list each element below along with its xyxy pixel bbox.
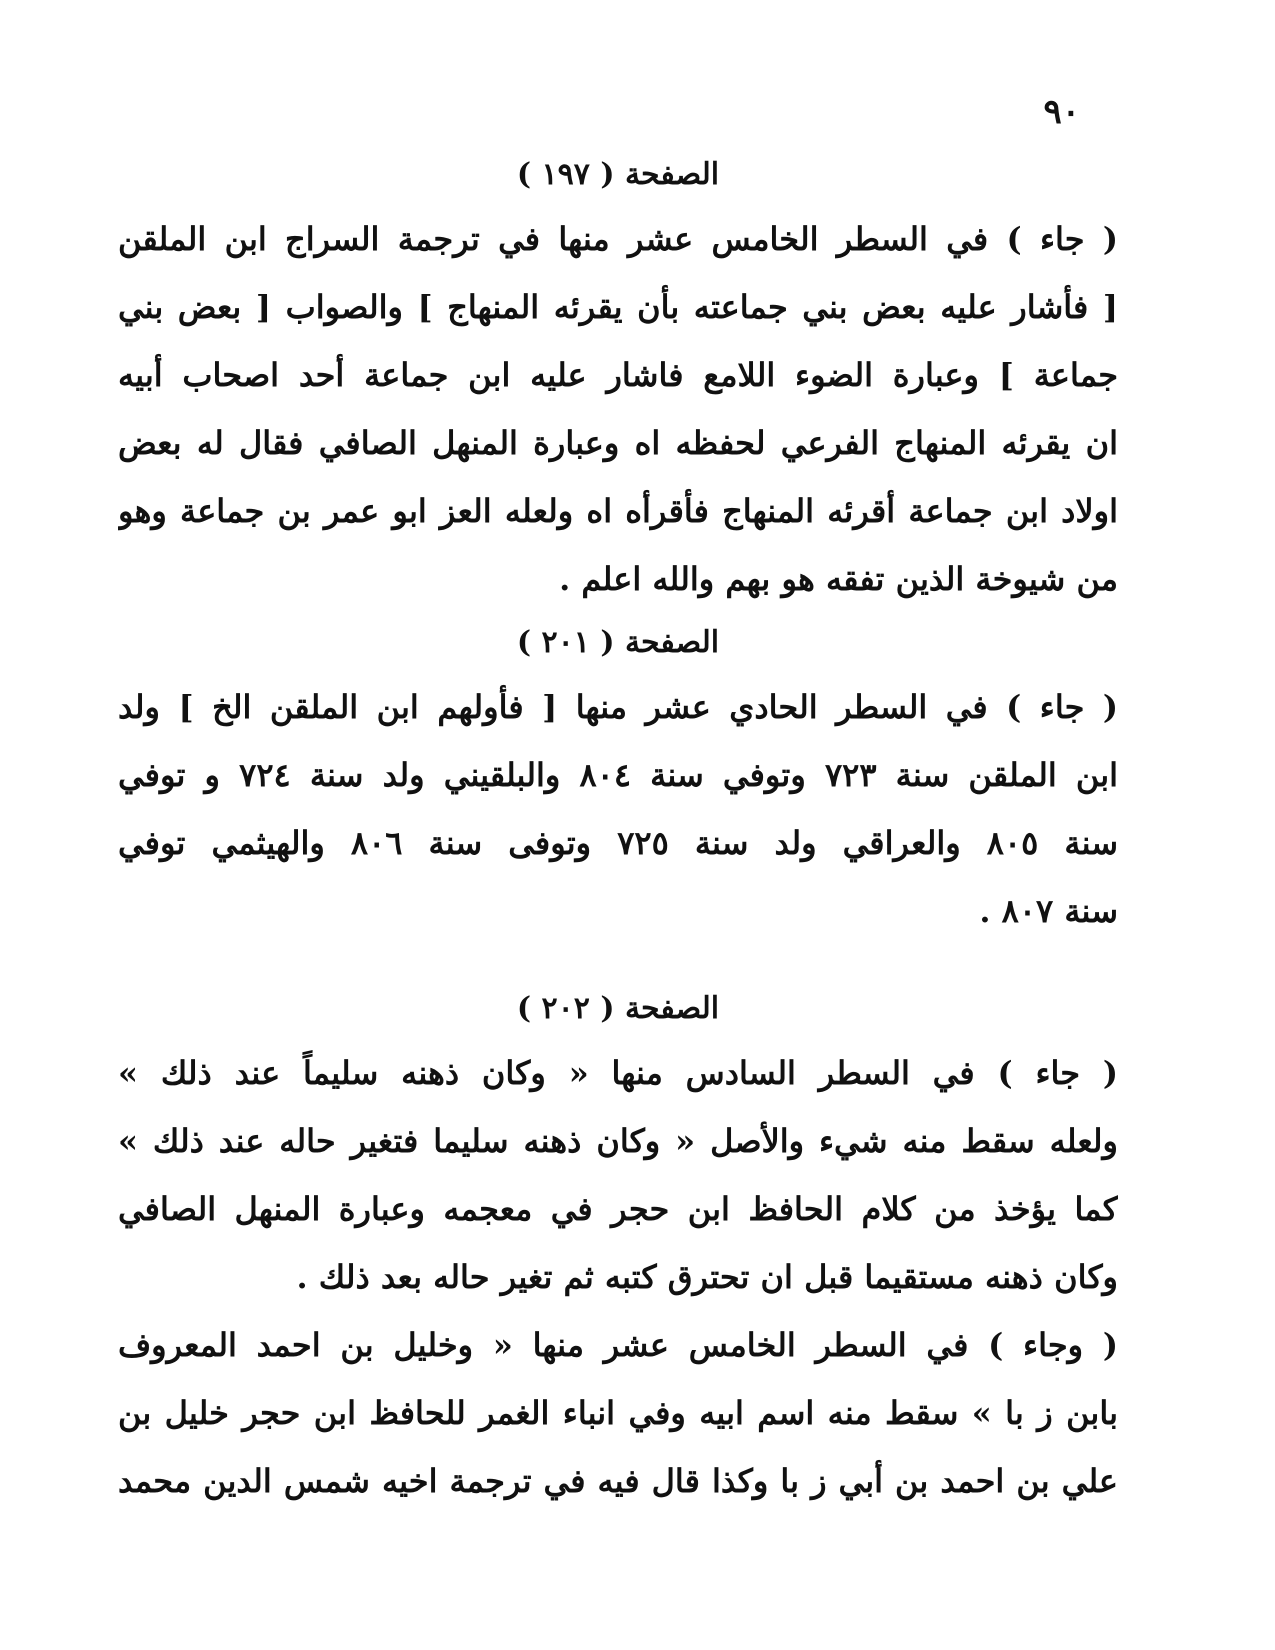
text-line: ابن الملقن سنة ٧٢٣ وتوفي سنة ٨٠٤ والبلقيني ولد سنة ٧٢٤ و توفي bbox=[118, 756, 1118, 794]
section-heading: الصفحة ( ٢٠١ ) bbox=[516, 625, 720, 660]
text-line: بابن ز با » سقط منه اسم ابيه وفي انباء الغمر للحافظ ابن حجر خليل بن bbox=[118, 1394, 1118, 1432]
text-line: ( جاء ) في السطر الحادي عشر منها [ فأولهم ابن الملقن الخ ] ولد bbox=[118, 688, 1118, 726]
text-line: ( وجاء ) في السطر الخامس عشر منها « وخليل بن احمد المعروف bbox=[118, 1326, 1118, 1364]
text-line: من شيوخة الذين تفقه هو بهم والله اعلم . bbox=[559, 560, 1118, 598]
text-line: سنة ٨٠٧ . bbox=[979, 892, 1118, 930]
page-number: ٩٠ bbox=[1043, 92, 1080, 132]
text-line: علي بن احمد بن أبي ز با وكذا قال فيه في ترجمة اخيه شمس الدين محمد bbox=[118, 1462, 1118, 1500]
text-line: ولعله سقط منه شيء والأصل « وكان ذهنه سليما فتغير حاله عند ذلك » bbox=[118, 1122, 1118, 1160]
text-body bbox=[118, 145, 1118, 1515]
text-line: اولاد ابن جماعة أقرئه المنهاج فأقرأه اه ولعله العز ابو عمر بن جماعة وهو bbox=[118, 492, 1118, 530]
text-line: سنة ٨٠٥ والعراقي ولد سنة ٧٢٥ وتوفى سنة ٨٠٦ والهيثمي توفي bbox=[118, 824, 1118, 862]
text-line: كما يؤخذ من كلام الحافظ ابن حجر في معجمه وعبارة المنهل الصافي bbox=[118, 1190, 1118, 1228]
text-line: جماعة ] وعبارة الضوء اللامع فاشار عليه ابن جماعة أحد اصحاب أبيه bbox=[118, 356, 1118, 394]
section-heading: الصفحة ( ٢٠٢ ) bbox=[516, 991, 720, 1026]
text-line: [ فأشار عليه بعض بني جماعته بأن يقرئه المنهاج ] والصواب [ بعض بني bbox=[118, 288, 1118, 326]
text-line: ( جاء ) في السطر السادس منها « وكان ذهنه سليماً عند ذلك » bbox=[118, 1054, 1118, 1092]
text-line: ان يقرئه المنهاج الفرعي لحفظه اه وعبارة المنهل الصافي فقال له بعض bbox=[118, 424, 1118, 462]
section-heading: الصفحة ( ١٩٧ ) bbox=[516, 157, 720, 192]
text-line: وكان ذهنه مستقيما قبل ان تحترق كتبه ثم تغير حاله بعد ذلك . bbox=[296, 1258, 1118, 1296]
text-line: ( جاء ) في السطر الخامس عشر منها في ترجمة السراج ابن الملقن bbox=[118, 220, 1118, 258]
